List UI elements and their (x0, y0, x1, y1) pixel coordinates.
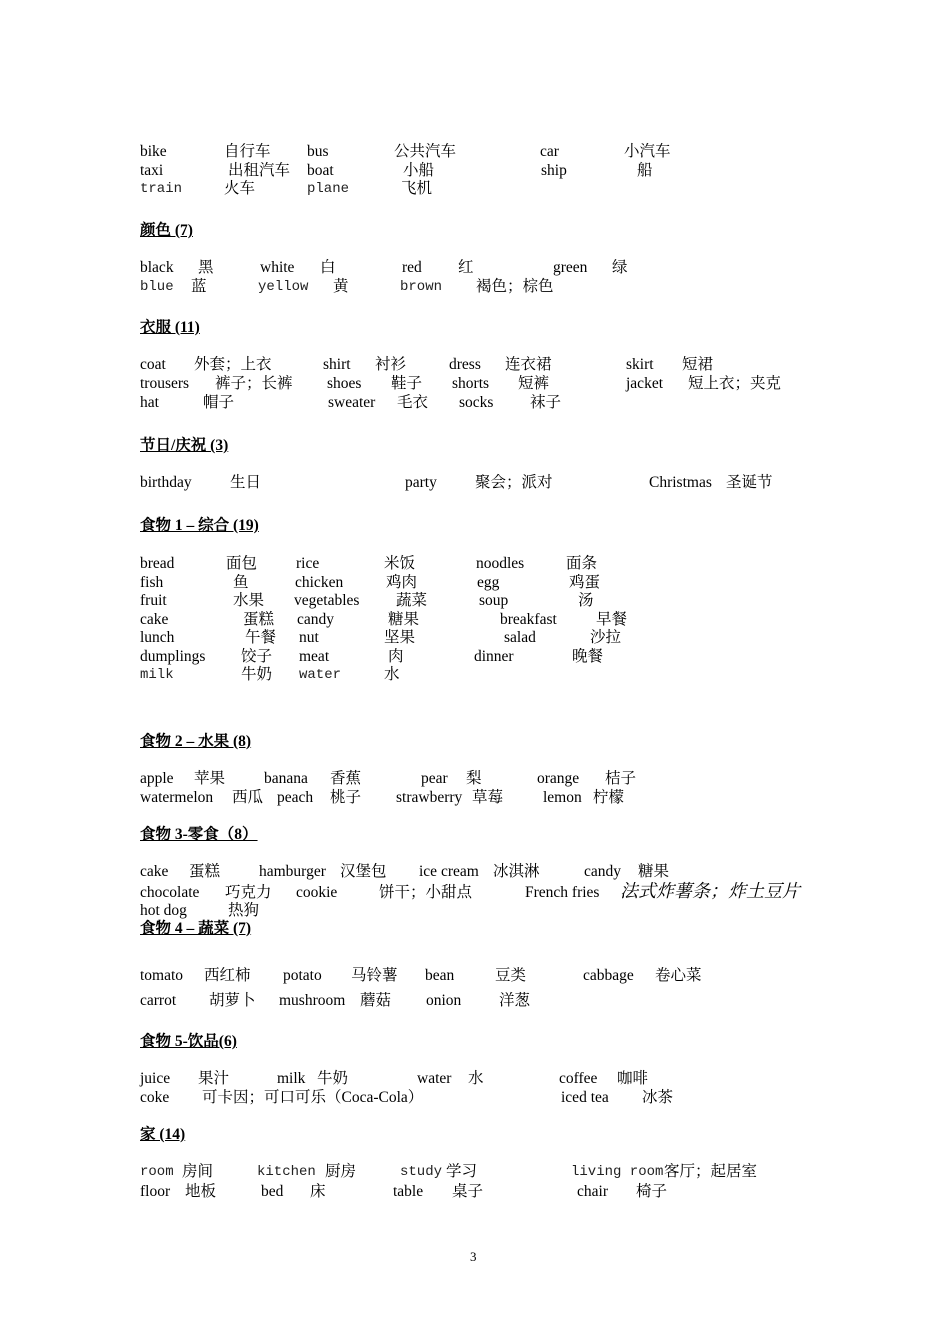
word-zh: 公共汽车 (394, 143, 457, 160)
word-en: potato (283, 967, 322, 984)
word-en: chair (577, 1183, 608, 1200)
section-heading: 家 (14) (140, 1126, 186, 1143)
word-en: yellow (258, 279, 309, 295)
word-en: watermelon (140, 789, 214, 806)
word-zh: 梨 (466, 770, 482, 787)
word-en: taxi (140, 162, 164, 179)
word-en: red (402, 259, 422, 276)
word-en: trousers (140, 375, 190, 392)
word-en: juice (140, 1070, 171, 1087)
page-number: 3 (470, 1249, 477, 1264)
word-en: sweater (328, 394, 376, 411)
word-en: brown (400, 279, 443, 295)
word-en: dress (449, 356, 481, 373)
word-en: jacket (626, 375, 664, 392)
word-zh: 胡萝卜 (209, 992, 256, 1009)
word-en: bike (140, 143, 167, 160)
word-en: egg (477, 574, 500, 591)
word-zh: 小汽车 (624, 143, 671, 160)
word-en: white (260, 259, 295, 276)
word-en: black (140, 259, 174, 276)
word-zh: 圣诞节 (726, 474, 773, 491)
word-en: table (393, 1183, 424, 1200)
word-en: tomato (140, 967, 184, 984)
word-en: vegetables (294, 592, 360, 609)
word-en: train (140, 181, 183, 197)
word-zh: 黄 (333, 278, 349, 295)
word-zh: 飞机 (401, 180, 433, 197)
word-en: shoes (327, 375, 362, 392)
word-en: cake (140, 611, 169, 628)
word-en: strawberry (396, 789, 463, 806)
word-zh: 果汁 (198, 1070, 230, 1087)
word-zh: 饺子 (241, 648, 273, 665)
word-en: skirt (626, 356, 654, 373)
word-en: onion (426, 992, 462, 1009)
word-zh: 客厅；起居室 (664, 1163, 758, 1180)
word-zh: 卷心菜 (655, 967, 702, 984)
word-zh: 午餐 (245, 629, 277, 646)
section-heading: 食物 5-饮品(6) (140, 1033, 237, 1050)
word-zh: 船 (637, 162, 653, 179)
word-en: carrot (140, 992, 177, 1009)
word-en: bread (140, 555, 175, 572)
word-en: room (140, 1164, 174, 1180)
word-en: dumplings (140, 648, 206, 665)
word-zh: 桌子 (452, 1183, 484, 1200)
word-en: shirt (323, 356, 351, 373)
word-en: boat (307, 162, 334, 179)
word-en: green (553, 259, 588, 276)
word-zh: 坚果 (384, 629, 416, 646)
word-en: ice cream (419, 863, 479, 880)
word-en: noodles (476, 555, 525, 572)
word-zh: 床 (310, 1183, 326, 1200)
word-en: lemon (543, 789, 582, 806)
word-en: meat (299, 648, 330, 665)
word-en: breakfast (500, 611, 557, 628)
word-en: cabbage (583, 967, 634, 984)
word-zh: 短上衣；夹克 (688, 375, 782, 392)
word-en: mushroom (279, 992, 346, 1009)
word-en: fruit (140, 592, 167, 609)
word-en: kitchen (257, 1164, 316, 1180)
word-en: pear (421, 770, 448, 787)
word-en: peach (277, 789, 314, 806)
word-en: candy (297, 611, 335, 628)
word-zh: 柠檬 (593, 789, 625, 806)
word-en: French fries (525, 884, 600, 901)
word-zh: 蛋糕 (189, 863, 221, 880)
word-en: coat (140, 356, 166, 373)
word-en: floor (140, 1183, 171, 1200)
word-en: coke (140, 1089, 170, 1106)
word-zh: 冰茶 (642, 1089, 674, 1106)
word-en: soup (479, 592, 509, 609)
section-heading: 食物 2 – 水果 (8) (140, 733, 252, 750)
word-zh: 汤 (578, 592, 594, 609)
word-zh: 牛奶 (317, 1070, 349, 1087)
word-zh: 马铃薯 (351, 967, 398, 984)
word-zh: 鱼 (233, 574, 249, 591)
word-zh: 帽子 (203, 394, 235, 411)
word-zh: 米饭 (384, 555, 416, 572)
section-heading: 食物 1 – 综合 (19) (140, 517, 259, 534)
word-en: water (417, 1070, 452, 1087)
word-en: study (400, 1164, 443, 1180)
word-zh: 袜子 (530, 394, 562, 411)
word-zh: 豆类 (495, 967, 527, 984)
word-zh: 红 (458, 259, 474, 276)
word-en: Christmas (649, 474, 712, 491)
word-zh: 晚餐 (572, 648, 604, 665)
word-zh: 饼干；小甜点 (379, 884, 473, 901)
word-zh: 自行车 (224, 143, 271, 160)
word-zh: 汉堡包 (340, 863, 387, 880)
section-heading: 颜色 (7) (140, 222, 193, 239)
word-zh: 褐色；棕色 (476, 278, 554, 295)
section-heading: 食物 3-零食（8） (140, 826, 258, 843)
word-en: bean (425, 967, 455, 984)
word-en: banana (264, 770, 308, 787)
word-en: living room (571, 1164, 664, 1180)
word-zh: 糖果 (638, 863, 670, 880)
word-en: hamburger (259, 863, 326, 880)
word-zh: 外套；上衣 (194, 356, 272, 373)
word-en: rice (296, 555, 320, 572)
word-zh: 水 (384, 666, 400, 683)
word-zh: 聚会；派对 (475, 474, 553, 491)
word-zh: 火车 (224, 180, 256, 197)
word-zh: 厨房 (325, 1163, 357, 1180)
word-en: blue (140, 279, 174, 295)
word-zh: 小船 (403, 162, 435, 179)
word-en: water (299, 667, 342, 683)
word-zh: 巧克力 (225, 884, 272, 901)
section-heading: 食物 4 – 蔬菜 (7) (140, 920, 252, 937)
word-zh: 草莓 (472, 789, 504, 806)
word-zh: 裤子；长裤 (215, 375, 293, 392)
word-en: chocolate (140, 884, 200, 901)
word-en: salad (504, 629, 536, 646)
section-heading: 节日/庆祝 (3) (140, 437, 229, 454)
word-zh: 蘑菇 (360, 992, 392, 1009)
word-en: hot dog (140, 902, 187, 919)
word-en: hat (140, 394, 159, 411)
word-en: dinner (474, 648, 514, 665)
word-zh: 鸡肉 (386, 574, 418, 591)
word-zh: 热狗 (228, 902, 260, 919)
word-zh: 苹果 (194, 770, 226, 787)
section-heading: 衣服 (11) (140, 319, 200, 336)
word-zh: 面包 (226, 555, 258, 572)
word-zh: 冰淇淋 (493, 863, 540, 880)
word-en: birthday (140, 474, 192, 491)
word-en: milk (140, 667, 174, 683)
word-en: shorts (452, 375, 490, 392)
word-zh: 房间 (182, 1163, 214, 1180)
word-zh: 牛奶 (241, 666, 273, 683)
word-zh: 绿 (612, 259, 628, 276)
word-zh: 短裤 (518, 375, 550, 392)
word-zh: 西瓜 (232, 789, 264, 806)
word-zh: 短裙 (682, 356, 714, 373)
word-zh: 鞋子 (391, 375, 423, 392)
word-zh: 面条 (566, 555, 598, 572)
word-en: cake (140, 863, 169, 880)
word-en: bus (307, 143, 329, 160)
word-en: car (540, 143, 559, 160)
word-zh: 生日 (230, 474, 262, 491)
word-zh: 糖果 (388, 611, 420, 628)
word-zh: 出租汽车 (228, 162, 291, 179)
word-en: nut (299, 629, 319, 646)
word-en: candy (584, 863, 622, 880)
word-zh: 白 (320, 259, 336, 276)
word-en: cookie (296, 884, 338, 901)
word-en: socks (459, 394, 494, 411)
word-zh: 椅子 (636, 1183, 668, 1200)
word-en: fish (140, 574, 164, 591)
word-zh: 蓝 (191, 278, 207, 295)
word-zh: 法式炸薯条；炸土豆片 (620, 881, 800, 901)
word-zh: 连衣裙 (505, 356, 552, 373)
word-zh: 蛋糕 (243, 611, 275, 628)
word-zh: 桔子 (605, 770, 637, 787)
word-zh: 地板 (185, 1183, 217, 1200)
word-en: ship (541, 162, 567, 179)
word-en: coffee (559, 1070, 598, 1087)
word-en: apple (140, 770, 174, 787)
word-en: plane (307, 181, 350, 197)
word-zh: 黑 (198, 259, 214, 276)
word-zh: 学习 (446, 1163, 478, 1180)
word-en: iced tea (561, 1089, 609, 1106)
word-zh: 香蕉 (330, 770, 362, 787)
word-en: orange (537, 770, 580, 787)
word-zh: 桃子 (330, 789, 362, 806)
word-zh: 洋葱 (499, 992, 531, 1009)
word-en: lunch (140, 629, 175, 646)
word-zh: 衬衫 (375, 356, 407, 373)
word-zh: 肉 (388, 648, 404, 665)
word-en: bed (261, 1183, 284, 1200)
word-zh: 咖啡 (617, 1070, 649, 1087)
word-zh: 毛衣 (397, 394, 429, 411)
word-zh: 早餐 (596, 611, 628, 628)
word-zh: 沙拉 (590, 629, 622, 646)
word-zh: 鸡蛋 (569, 574, 601, 591)
word-zh: 可卡因；可口可乐（Coca-Cola） (202, 1089, 424, 1106)
word-en: chicken (295, 574, 344, 591)
word-zh: 水果 (233, 592, 265, 609)
word-zh: 水 (468, 1070, 484, 1087)
word-en: milk (277, 1070, 306, 1087)
word-zh: 蔬菜 (396, 592, 428, 609)
word-zh: 西红柿 (204, 967, 251, 984)
word-en: party (405, 474, 437, 491)
